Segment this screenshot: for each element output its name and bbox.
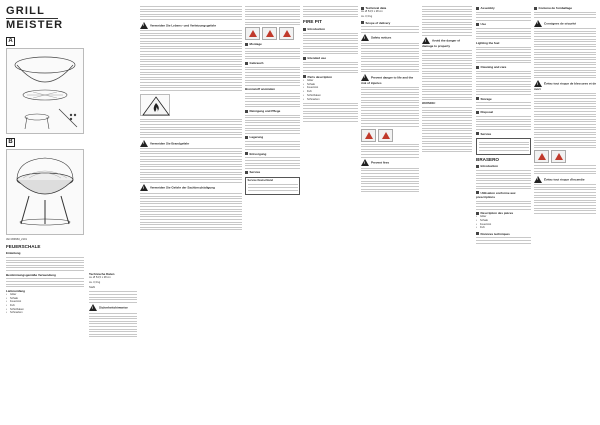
pictogram-1 xyxy=(245,27,260,40)
fire-icon xyxy=(141,95,171,117)
part-item: • Feuerrost xyxy=(303,86,358,90)
en-tech-weight: ca. 3,3 kg xyxy=(361,15,373,19)
en-intro-column xyxy=(303,0,358,425)
de-sicherheit-text xyxy=(89,313,137,337)
de-lagerung-heading: Lagerung xyxy=(245,135,300,139)
de-reinigung-text xyxy=(245,115,300,134)
de-warn-text xyxy=(140,30,242,91)
figure-b xyxy=(6,138,84,235)
fr-safety-column xyxy=(534,0,596,425)
part-item: • Fuß xyxy=(303,90,358,94)
en-prevent-fire-text xyxy=(361,168,419,192)
de-col4-intro xyxy=(245,6,300,25)
warning-icon xyxy=(140,184,148,191)
fire-pit-illustration xyxy=(6,149,84,235)
part-item: • Feuerrost xyxy=(6,300,84,304)
de-einleitung-text xyxy=(6,257,84,271)
en-prevent-injury-text xyxy=(361,87,419,127)
warning-icon xyxy=(422,37,430,44)
brand-logo xyxy=(6,6,84,31)
de-montage-heading: Montage xyxy=(245,42,300,46)
de-entsorgung-text xyxy=(245,157,300,168)
pictogram-3 xyxy=(279,27,294,40)
de-brennstoff-heading: Brennstoff anzünden xyxy=(245,87,275,92)
tech-dimensions-row xyxy=(89,276,137,280)
en-service-box xyxy=(476,138,531,155)
de-schaden-heading: !Vermeiden Sie Gefahr der Sachbeschädigung xyxy=(140,184,242,191)
de-gebrauch-text xyxy=(245,67,300,86)
en-safety-pictograms xyxy=(361,129,419,142)
en-use-column xyxy=(476,0,531,425)
pictogram-2 xyxy=(262,27,277,40)
en-tech-dimensions: ca. Ø 54,5 x 28 cm xyxy=(361,10,383,14)
de-product-name: FEUERSCHALE xyxy=(6,243,41,249)
de-entsorgung-heading: Entsorgung xyxy=(245,152,300,156)
part-item: • Feuerrost xyxy=(476,223,531,227)
safety-pictograms xyxy=(245,27,300,40)
en-parts-heading: Parts description xyxy=(303,75,358,79)
en-parts-list xyxy=(303,79,358,101)
fr-donnees-heading: Données techniques xyxy=(476,232,531,236)
en-prevent-fire-heading: !Prevent fires xyxy=(361,159,419,166)
de-service-label: Service Deutschland xyxy=(247,179,274,183)
de-sicherheit-heading: !Sicherheitshinweise xyxy=(89,304,137,311)
fr-safety-pictograms xyxy=(534,150,596,163)
en-safety-heading: !Safety notices xyxy=(361,34,419,41)
warning-icon xyxy=(534,20,542,27)
fr-risque-heading: !Évitez tout risque de blessures et de mort xyxy=(534,80,596,91)
fr-contenu-heading: Contenu de l'emballage xyxy=(534,6,596,10)
en-intro-text xyxy=(303,33,358,55)
fr-utilisation-heading: Utilisation conforme aux prescriptions xyxy=(476,190,516,199)
tech-material-value: Stahl xyxy=(89,286,95,290)
de-brand-text xyxy=(140,148,242,183)
en-intended-heading: Intended use xyxy=(303,56,358,60)
de-brennstoff-text xyxy=(245,93,300,107)
en-scope-text xyxy=(361,26,419,32)
de-narrow-column xyxy=(89,0,137,425)
tech-material-row xyxy=(89,286,137,290)
figure-a xyxy=(6,37,84,134)
part-item: • Schürhaken xyxy=(303,94,358,98)
de-brand-heading: !Vermeiden Sie Brandgefahr xyxy=(140,140,242,147)
en-service-heading: Service xyxy=(476,132,531,136)
tech-dimensions-value: ca. Ø 54,5 x 28 cm xyxy=(89,275,111,279)
cover-column xyxy=(6,0,84,425)
tech-weight-row xyxy=(89,281,137,285)
de-gebrauch-heading: Gebrauch xyxy=(245,61,300,65)
en-lighting-heading: Lighting the fuel xyxy=(476,40,500,45)
warning-icon xyxy=(361,74,369,81)
part-item: • Gitter xyxy=(476,215,531,219)
part-item: • Fuß xyxy=(6,304,84,308)
fire-pit-drawing xyxy=(7,150,83,234)
tech-weight-value: ca. 3,3 kg xyxy=(89,280,101,284)
en-assembly-heading: Assembly xyxy=(476,6,531,10)
de-service-box xyxy=(245,177,300,195)
parts-list xyxy=(6,293,84,315)
part-item: • Schale xyxy=(303,83,358,87)
en-safety-text xyxy=(361,43,419,73)
fr-product-name: BRASERO xyxy=(476,156,499,162)
parts-illustration xyxy=(6,48,84,134)
de-intro-section xyxy=(6,238,84,315)
en-col5-top-text xyxy=(303,6,358,17)
part-item: • Schrauben xyxy=(6,311,84,315)
de-lagerung-text xyxy=(245,141,300,150)
de-tech-heading: Technische Daten xyxy=(89,271,115,276)
en-product-name: FIRE PIT xyxy=(303,19,322,25)
warning-icon xyxy=(534,176,542,183)
en-safety-column xyxy=(361,0,419,425)
en-disposal-heading: Disposal xyxy=(476,110,531,114)
fr-description-heading: Description des pièces xyxy=(476,211,531,215)
warning-icon xyxy=(361,159,369,166)
de-safety-column xyxy=(140,0,242,425)
en-intended-text xyxy=(303,62,358,73)
figure-a-label: A xyxy=(6,37,15,46)
de-warn-heading: !Vermeiden Sie Lebens- und Verletzungsgefahr xyxy=(140,22,242,29)
fr-intro-heading: Introduction xyxy=(476,164,531,168)
en-assembly-column xyxy=(422,0,472,425)
en-cleaning-heading: Cleaning and care xyxy=(476,65,531,69)
en-tech-heading: Technical data xyxy=(361,6,419,10)
en-warning-label: WARNING! xyxy=(422,101,436,105)
de-einleitung-heading: Einleitung xyxy=(6,251,21,256)
de-tech-notes xyxy=(89,291,137,302)
brand-line1: GRILL xyxy=(6,5,45,17)
en-storage-heading: Storage xyxy=(476,97,531,101)
warning-icon xyxy=(361,34,369,41)
de-reinigung-heading: Reinigung und Pflege xyxy=(245,109,300,113)
warning-icon xyxy=(534,80,542,87)
de-usage-column xyxy=(245,0,300,425)
fr-consignes-heading: !Consignes de sécurité xyxy=(534,20,596,27)
en-use-heading: Use xyxy=(476,22,531,26)
warning-icon xyxy=(140,140,148,147)
de-service-heading: Service xyxy=(245,170,300,174)
en-prevent-damage-text xyxy=(422,50,472,100)
part-item: • Gitter xyxy=(303,79,358,83)
de-montage-text xyxy=(245,48,300,59)
part-item: • Schürhaken xyxy=(6,308,84,312)
part-item: • Fuß xyxy=(476,226,531,230)
en-prevent-damage-heading: !Avoid the danger of damage to property xyxy=(422,37,472,48)
page-code: IAN 369963_2101 xyxy=(6,238,27,241)
part-item: • Schrauben xyxy=(303,98,358,102)
brand-line2: MEISTER xyxy=(6,19,64,31)
fr-parts-list xyxy=(476,215,531,230)
de-schaden-text xyxy=(140,193,242,230)
part-item: • Gitter xyxy=(6,293,84,297)
de-safety-intro-text xyxy=(140,6,242,20)
warning-icon xyxy=(140,22,148,29)
fire-warning-pictogram xyxy=(140,94,170,116)
en-prevent-injury-heading: !Prevent danger to life and the risk of injuries xyxy=(361,74,419,85)
warning-icon xyxy=(89,304,97,311)
figure-b-label: B xyxy=(6,138,15,147)
de-lieferumfang-heading: Lieferumfang xyxy=(6,288,26,293)
en-scope-heading: Scope of delivery xyxy=(361,21,419,25)
part-item: • Schale xyxy=(476,219,531,223)
de-bestimmung-text xyxy=(6,278,84,287)
de-warn-text-2 xyxy=(140,119,242,138)
en-intro-heading: Introduction xyxy=(303,27,358,31)
fr-incendie-heading: !Évitez tout risque d'incendie xyxy=(534,176,596,183)
part-item: • Schale xyxy=(6,297,84,301)
de-bestimmung-heading: Bestimmungsgemäße Verwendung xyxy=(6,272,56,277)
parts-drawing xyxy=(7,49,83,133)
